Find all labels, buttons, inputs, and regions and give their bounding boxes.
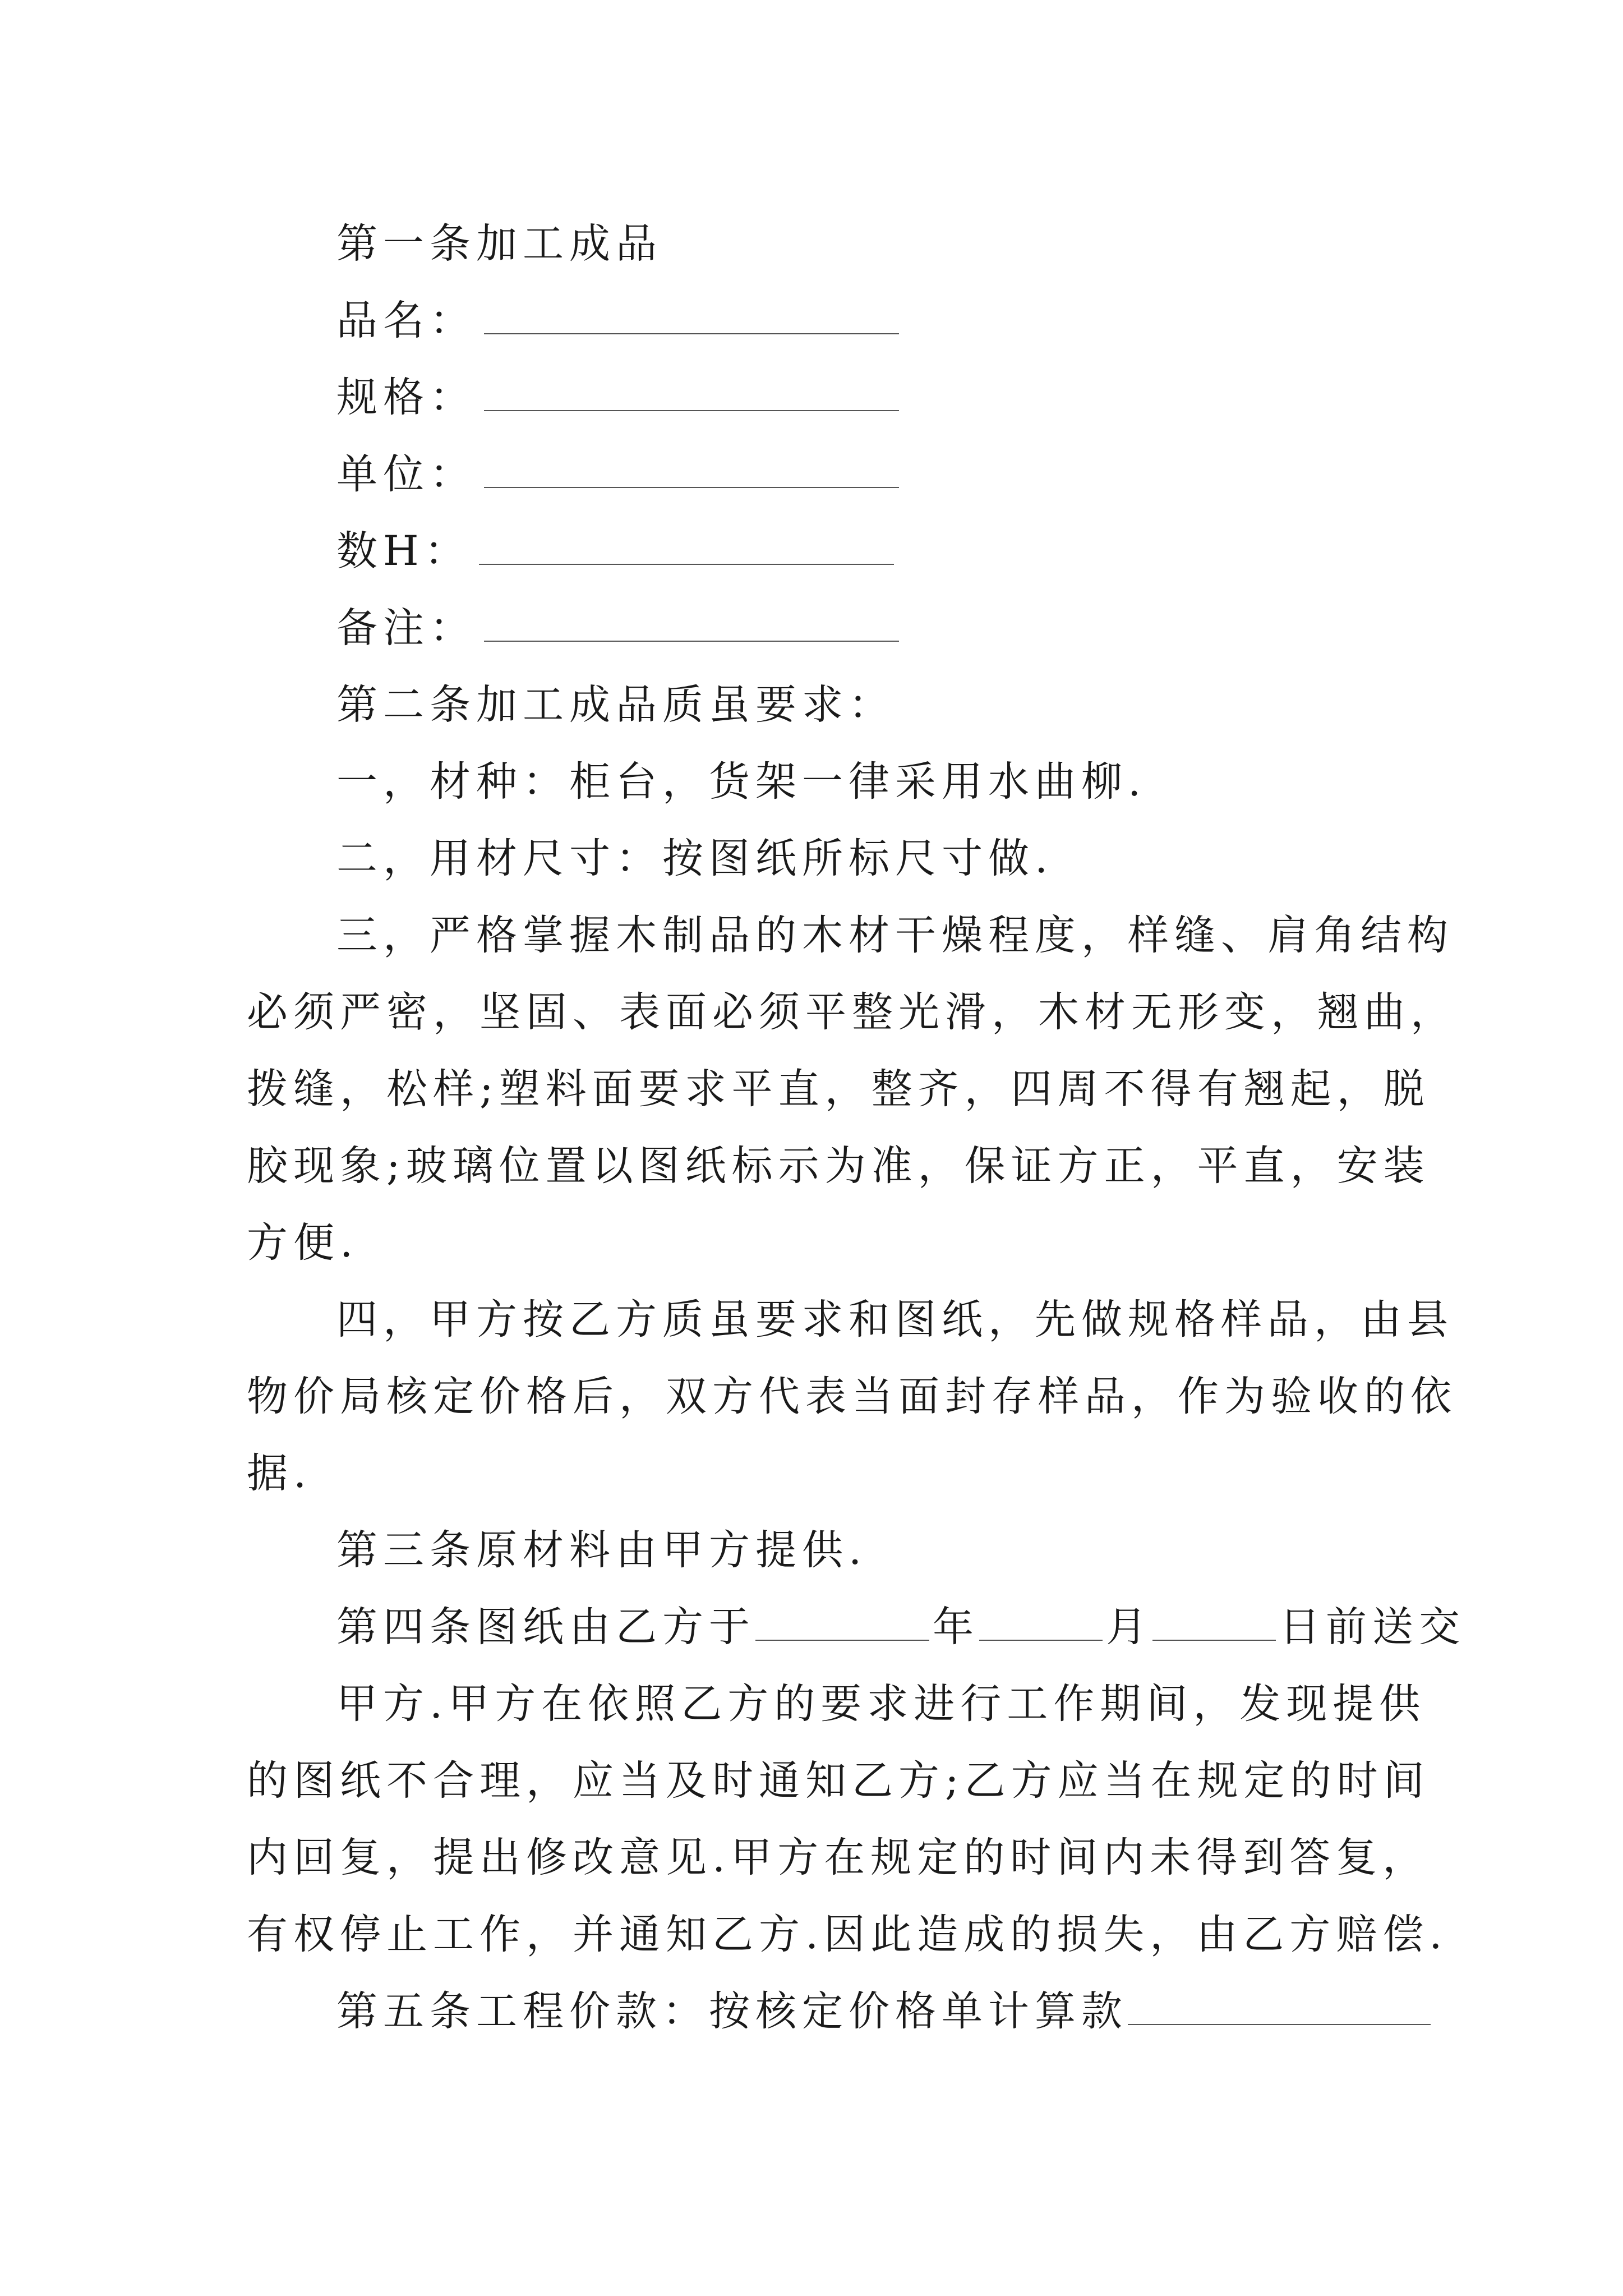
article-2-item-4-line-3 <box>247 1446 312 1502</box>
paragraph-text: 的图纸不合理，应当及时通知乙方;乙方应当在规定的时间 <box>247 1757 1430 1805</box>
paragraph-text: 第三条原材料由甲方提供. <box>336 1526 868 1574</box>
article-2-item-2 <box>336 831 1053 887</box>
month-label: 月 <box>1106 1603 1152 1651</box>
article-2-item-3-line-1 <box>336 908 1454 964</box>
article-2-item-4-line-1 <box>336 1292 1454 1348</box>
paragraph-text: 第四条图纸由乙方于 <box>336 1603 755 1651</box>
article-1-title-text: 第一条加工成品 <box>336 220 662 268</box>
article-4-line-5 <box>247 1907 1447 1963</box>
article-4-line-4 <box>247 1830 1429 1886</box>
field-product-name <box>336 293 899 349</box>
article-4-date-line <box>336 1599 1465 1655</box>
article-2-title-text: 第二条加工成品质虽要求： <box>336 681 895 729</box>
article-3 <box>336 1522 867 1579</box>
field-remarks <box>336 600 899 656</box>
paragraph-text: 日前送交 <box>1279 1603 1465 1651</box>
fill-in-blank[interactable] <box>484 373 899 411</box>
article-2-item-4-line-2 <box>247 1369 1457 1425</box>
paragraph-text: 四，甲方按乙方质虽要求和图纸，先做规格样品，由县 <box>336 1296 1454 1343</box>
year-label: 年 <box>933 1603 979 1651</box>
paragraph-text: 内回复，提出修改意见.甲方在规定的时间内未得到答复， <box>247 1834 1430 1881</box>
field-quantity <box>336 523 894 579</box>
fill-in-blank[interactable] <box>479 527 894 565</box>
day-blank[interactable] <box>1152 1603 1276 1641</box>
field-specification <box>336 370 899 426</box>
paragraph-text: 据. <box>247 1450 312 1497</box>
article-4-line-2 <box>336 1676 1426 1732</box>
field-label: 单位： <box>336 450 476 498</box>
article-2-item-1 <box>336 754 1146 810</box>
paragraph-text: 甲方.甲方在依照乙方的要求进行工作期间，发现提供 <box>336 1680 1426 1728</box>
year-blank[interactable] <box>755 1603 929 1641</box>
field-label: 备注： <box>336 604 476 652</box>
paragraph-text: 二，用材尺寸：按图纸所标尺寸做. <box>336 835 1054 882</box>
paragraph-text: 一，材种：柜台，货架一律采用水曲柳. <box>336 758 1147 806</box>
paragraph-text: 必须严密，坚固、表面必须平整光滑，木材无形变，翘曲， <box>247 988 1457 1036</box>
paragraph-text: 物价局核定价格后，双方代表当面封存样品，作为验收的依 <box>247 1373 1457 1420</box>
paragraph-text: 方便. <box>247 1219 359 1267</box>
article-1-title <box>336 216 662 272</box>
article-2-item-3-line-5 <box>247 1215 358 1271</box>
paragraph-text: 有权停止工作，并通知乙方.因此造成的损失，由乙方赔偿. <box>247 1911 1448 1958</box>
field-label: 品名： <box>336 297 476 344</box>
fill-in-blank[interactable] <box>484 296 899 334</box>
field-label: 规格： <box>336 374 476 421</box>
fill-in-blank[interactable] <box>484 604 899 642</box>
price-blank[interactable] <box>1128 1987 1431 2025</box>
field-unit <box>336 447 899 503</box>
article-5 <box>336 1984 1431 2040</box>
paragraph-text: 三，严格掌握木制品的木材干燥程度，样缝、肩角结构 <box>336 912 1454 959</box>
paragraph-text: 拨缝，松样;塑料面要求平直，整齐，四周不得有翘起，脱 <box>247 1065 1430 1113</box>
article-2-item-3-line-4 <box>247 1138 1430 1194</box>
fill-in-blank[interactable] <box>484 450 899 488</box>
article-2-title <box>336 677 895 733</box>
article-2-item-3-line-3 <box>247 1061 1430 1117</box>
month-blank[interactable] <box>979 1603 1103 1641</box>
paragraph-text: 第五条工程价款：按核定价格单计算款 <box>336 1987 1128 2035</box>
article-2-item-3-line-2 <box>247 984 1457 1041</box>
article-4-line-3 <box>247 1753 1430 1809</box>
field-label: 数H： <box>336 527 471 575</box>
paragraph-text: 胶现象;玻璃位置以图纸标示为准，保证方正，平直，安装 <box>247 1142 1430 1190</box>
